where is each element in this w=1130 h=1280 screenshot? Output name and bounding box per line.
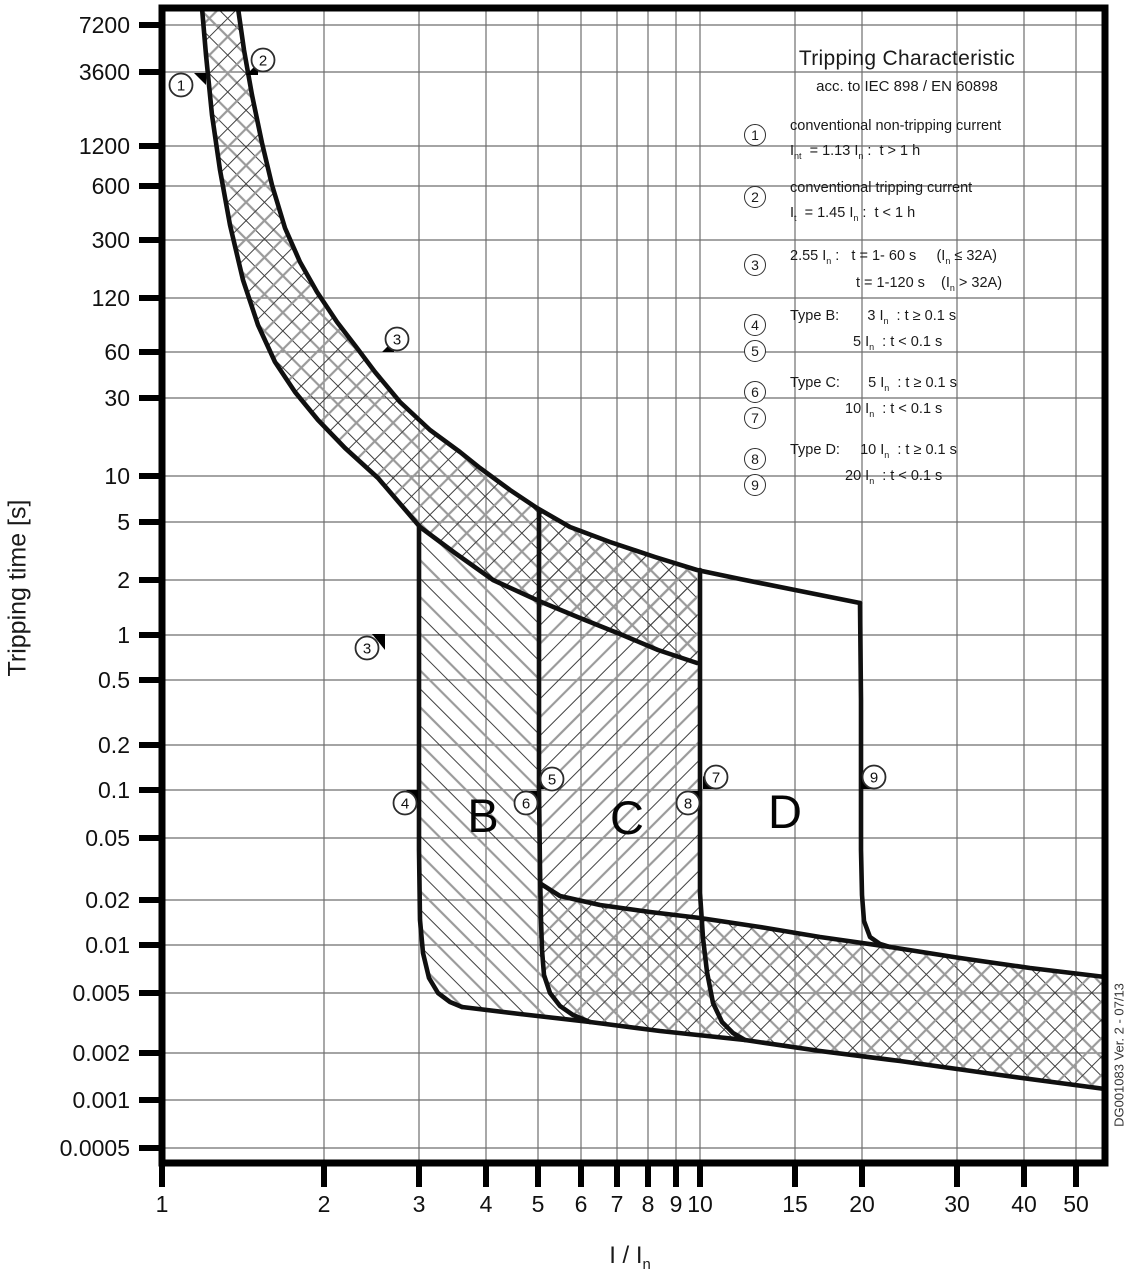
marker-2-number: 2 — [258, 52, 268, 70]
legend-item-5-text-0: 5 $I_n$ : t < 0.1 s — [853, 334, 943, 352]
x-axis-title: I / $I_n$ — [609, 1242, 651, 1273]
x-tick-label-3: 3 — [412, 1191, 426, 1217]
x-tick-label-6: 6 — [574, 1191, 588, 1217]
y-tick-label-1: 1 — [117, 622, 130, 648]
x-tick-label-30: 30 — [944, 1191, 970, 1217]
legend-item-6-circle: 6 — [744, 381, 766, 403]
y-tick-label-30: 30 — [104, 385, 130, 411]
marker-3-number: 3 — [362, 640, 372, 658]
y-tick-label-0.01: 0.01 — [85, 932, 130, 958]
legend-item-1-text-1: $I_{nt} = 1.13$ $I_n$ : t > 1 h — [790, 143, 921, 161]
legend-item-7-circle: 7 — [744, 407, 766, 429]
y-tick-label-2: 2 — [117, 567, 130, 593]
marker-6-number: 6 — [521, 795, 531, 813]
y-tick-label-0.2: 0.2 — [98, 732, 130, 758]
hatched-regions — [202, 8, 1105, 1089]
y-tick-label-10: 10 — [104, 463, 130, 489]
legend-subtitle: acc. to IEC 898 / EN 60898 — [816, 78, 998, 95]
x-tick-label-9: 9 — [669, 1191, 683, 1217]
marker-7-number: 7 — [711, 769, 721, 787]
legend-item-1-text-0: conventional non-tripping current — [790, 118, 1002, 134]
legend-title: Tripping Characteristic — [798, 47, 1016, 70]
region-label-B: B — [467, 789, 499, 842]
y-tick-label-0.005: 0.005 — [72, 980, 130, 1006]
x-tick-label-5: 5 — [531, 1191, 545, 1217]
marker-9-number: 9 — [869, 769, 879, 787]
x-tick-label-4: 4 — [479, 1191, 493, 1217]
x-tick-label-20: 20 — [849, 1191, 875, 1217]
x-tick-label-8: 8 — [641, 1191, 655, 1217]
y-tick-label-0.02: 0.02 — [85, 887, 130, 913]
y-tick-label-0.0005: 0.0005 — [59, 1135, 130, 1161]
legend-item-4-circle: 4 — [744, 314, 766, 336]
legend-item-2-circle: 2 — [744, 186, 766, 208]
legend-item-8-circle: 8 — [744, 448, 766, 470]
legend-item-3-text-0: 2.55 $I_n$ : t = 1- 60 s $(I_n \le 32A)$ — [790, 248, 997, 266]
y-tick-label-3600: 3600 — [78, 59, 130, 85]
legend-item-2-text-0: conventional tripping current — [790, 180, 973, 196]
y-tick-label-5: 5 — [117, 509, 130, 535]
y-tick-label-0.05: 0.05 — [85, 825, 130, 851]
x-tick-label-1: 1 — [155, 1191, 169, 1217]
y-tick-label-1200: 1200 — [78, 133, 130, 159]
legend-item-3-text-1: t = 1-120 s $(I_n > 32A)$ — [856, 275, 1003, 293]
legend-item-6-text-0: Type C: 5 $I_n$ : t ≥ 0.1 s — [790, 375, 957, 393]
region-label-C: C — [610, 791, 644, 844]
x-tick-label-15: 15 — [782, 1191, 808, 1217]
y-tick-label-0.001: 0.001 — [72, 1087, 130, 1113]
marker-1-number: 1 — [176, 77, 186, 95]
legend-item-9-text-0: 20 $I_n$ : t < 0.1 s — [845, 468, 943, 486]
legend-item-8-text-0: Type D: 10 $I_n$ : t ≥ 0.1 s — [790, 442, 957, 460]
y-tick-label-300: 300 — [91, 227, 130, 253]
legend-item-5-circle: 5 — [744, 340, 766, 362]
thermal-upper-curve — [238, 8, 860, 603]
marker-3-number: 3 — [392, 331, 402, 349]
y-tick-label-7200: 7200 — [78, 12, 130, 38]
x-tick-label-50: 50 — [1063, 1191, 1089, 1217]
y-tick-label-0.1: 0.1 — [98, 777, 130, 803]
x-tick-label-10: 10 — [687, 1191, 713, 1217]
y-tick-label-60: 60 — [104, 339, 130, 365]
region-label-D: D — [768, 785, 802, 838]
y-tick-label-0.5: 0.5 — [98, 667, 130, 693]
legend-item-2-text-1: $I_t = 1.45$ $I_n$ : t < 1 h — [790, 205, 916, 223]
x-tick-label-7: 7 — [610, 1191, 624, 1217]
legend-item-4-text-0: Type B: 3 $I_n$ : t ≥ 0.1 s — [790, 308, 957, 326]
legend-item-9-circle: 9 — [744, 474, 766, 496]
marker-5-number: 5 — [547, 771, 557, 789]
x-tick-label-2: 2 — [317, 1191, 331, 1217]
legend-item-7-text-0: 10 $I_n$ : t < 0.1 s — [845, 401, 943, 419]
marker-1-flag — [194, 73, 206, 85]
y-tick-label-600: 600 — [91, 173, 130, 199]
document-reference: DG001083 Ver. 2 - 07/13 — [1111, 983, 1127, 1127]
y-axis-title: Tripping time [s] — [3, 499, 32, 677]
marker-8-number: 8 — [683, 795, 693, 813]
y-tick-label-120: 120 — [91, 285, 130, 311]
marker-4-number: 4 — [400, 795, 410, 813]
instant-band-fill — [541, 884, 1105, 1089]
y-tick-label-0.002: 0.002 — [72, 1040, 130, 1066]
legend-item-1-circle: 1 — [744, 124, 766, 146]
legend-item-3-circle: 3 — [744, 254, 766, 276]
x-tick-label-40: 40 — [1011, 1191, 1037, 1217]
